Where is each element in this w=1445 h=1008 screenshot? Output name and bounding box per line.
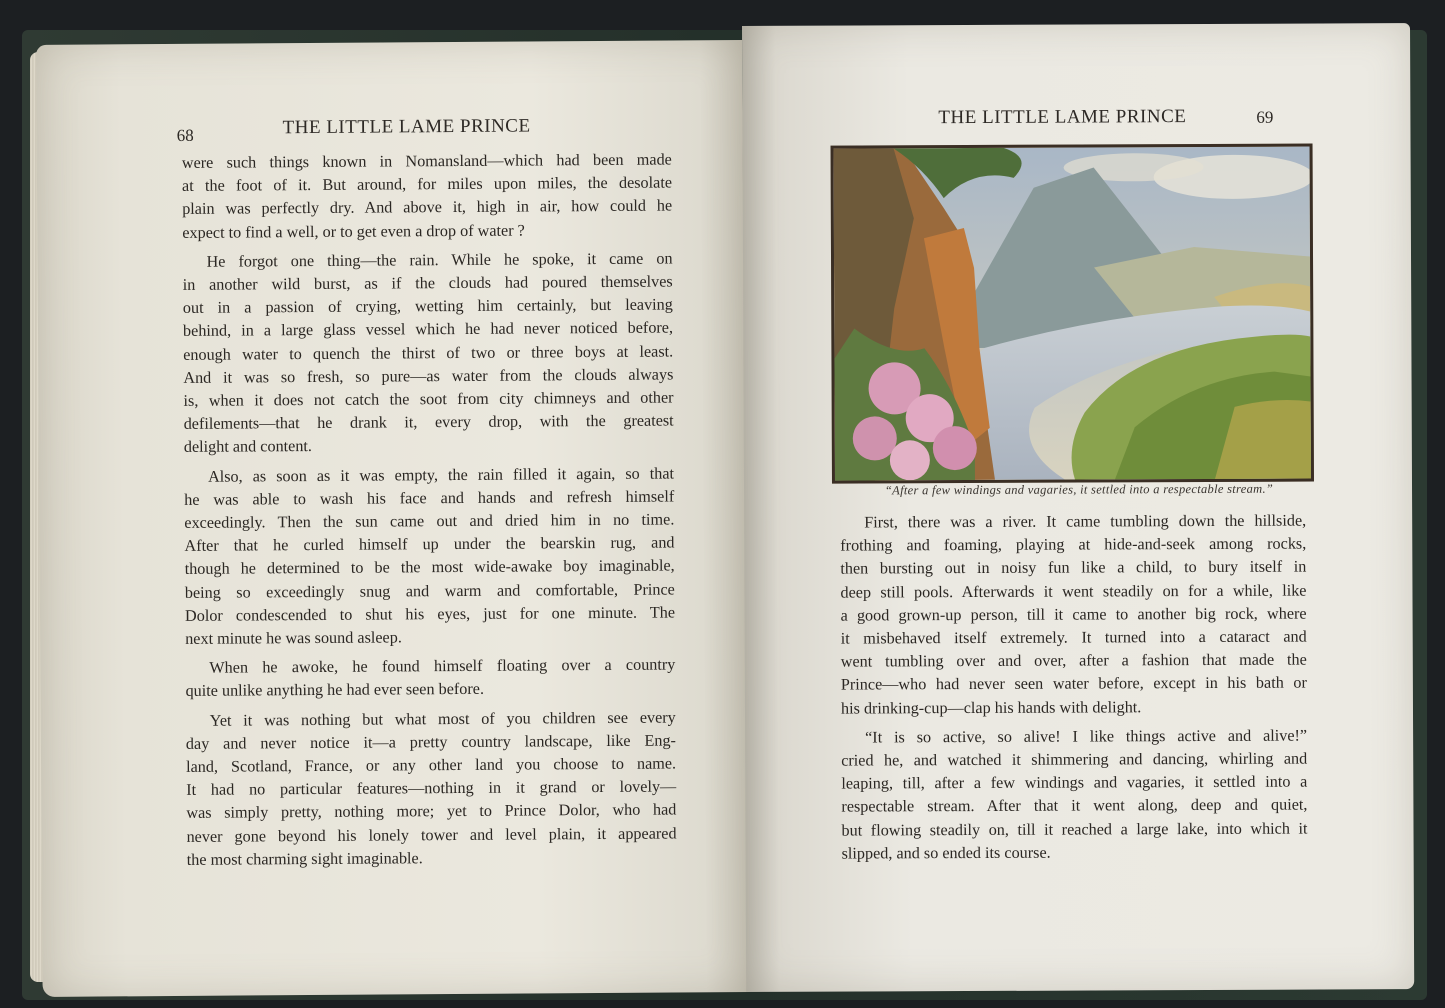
- text-line: a good grown-up person, till it came to another big rock, where: [840, 604, 1307, 625]
- text-line: cried he, and watched it shimmering and dancing, whirling and: [841, 749, 1308, 770]
- text-line: the most charming sight imaginable.: [186, 849, 423, 869]
- landscape-picture: [834, 147, 1311, 481]
- text-line: After that he curled himself up under the bearskin rug, and: [184, 533, 675, 556]
- paragraph: [841, 724, 1308, 865]
- text-line: but flowing steadily on, till it reached a large lake, into which it: [841, 819, 1308, 840]
- paragraph: [186, 706, 677, 872]
- running-head-left: THE LITTLE LAME PRINCE: [282, 115, 531, 139]
- text-line: quite unlike anything he had ever seen before.: [185, 680, 485, 701]
- left-page: [36, 40, 749, 997]
- text-line: next minute he was sound asleep.: [185, 628, 402, 648]
- text-line: though he determined to be the most wide-awake boy imaginable,: [184, 556, 675, 579]
- text-line: It had no particular features—nothing in it grand or lovely—: [186, 777, 677, 800]
- text-line: being so exceedingly snug and warm and comfortable, Prince: [184, 580, 675, 602]
- page-number-right: 69: [1256, 107, 1274, 127]
- text-line: defilements—that he drank it, every drop, with the greatest: [183, 411, 674, 434]
- text-line: in another wild burst, as if the clouds had poured themselves: [182, 272, 673, 294]
- text-line: it misbehaved itself extremely. It turned into a cataract and: [840, 627, 1307, 648]
- paragraph: [184, 462, 675, 651]
- paragraph: [182, 148, 673, 244]
- left-body-text: [182, 148, 677, 877]
- text-line: is, when it does not catch the soot from city chimneys and other: [183, 388, 674, 410]
- text-line: was simply pretty, nothing more; yet to Prince Dolor, who had: [186, 800, 677, 823]
- river-illustration: [831, 144, 1314, 484]
- text-line: Dolor condescended to shut his eyes, just for one minute. The: [184, 603, 676, 625]
- text-line: exceedingly. Then the sun came out and dried him in no time.: [184, 510, 675, 532]
- page-number-left: 68: [176, 125, 194, 145]
- text-line: deep still pools. Afterwards it went steadily on for a while, like: [840, 581, 1307, 602]
- paragraph: [840, 510, 1307, 721]
- text-line: out in a passion of crying, wetting him certainly, but leaving: [182, 295, 673, 318]
- text-line: day and never notice it—a pretty country landscape, like Eng-: [185, 731, 676, 753]
- text-line: his drinking-cup—clap his hands with delight.: [840, 697, 1142, 718]
- text-line: Yet it was nothing but what most of you children see every: [209, 708, 676, 730]
- text-line: were such things known in Nomansland—which had been made: [181, 150, 672, 172]
- text-line: behind, in a large glass vessel which he had never noticed before,: [182, 318, 674, 341]
- text-line: When he awoke, he found himself floating over a country: [209, 655, 676, 677]
- text-line: then bursting out in noisy fun like a child, to bury itself in: [840, 557, 1307, 578]
- text-line: Prince—who had never seen water before, except in his bath or: [840, 673, 1307, 694]
- text-line: went tumbling over and over, after a fashion that made the: [840, 650, 1307, 671]
- text-line: frothing and foaming, playing at hide-and-seek among rocks,: [840, 534, 1307, 555]
- text-line: respectable stream. After that it went along, deep and quiet,: [841, 795, 1308, 817]
- text-line: he was able to wash his face and hands and refresh himself: [184, 487, 675, 509]
- text-line: at the foot of it. But around, for miles upon miles, the desolate: [181, 173, 673, 196]
- text-line: expect to find a well, or to get even a drop of water ?: [182, 221, 525, 242]
- text-line: And it was so fresh, so pure—as water from the clouds always: [183, 365, 674, 387]
- right-body-text: [840, 510, 1308, 872]
- paragraph: [182, 247, 673, 459]
- text-line: slipped, and so ended its course.: [841, 843, 1051, 863]
- illustration-caption: “After a few windings and vagaries, it settled into a respectable stream.”: [884, 481, 1274, 498]
- paragraph: [185, 654, 675, 704]
- text-line: never gone beyond his lonely tower and level plain, it appeared: [186, 824, 677, 846]
- running-head-right: THE LITTLE LAME PRINCE: [938, 106, 1187, 129]
- right-page: [742, 23, 1414, 992]
- text-line: enough water to quench the thirst of two or three boys at least.: [183, 342, 674, 364]
- text-line: leaping, till, after a few windings and vagaries, it settled into a: [841, 772, 1308, 793]
- text-line: land, Scotland, France, or any other land you choose to name.: [185, 754, 677, 776]
- text-line: delight and content.: [183, 437, 313, 457]
- text-line: First, there was a river. It came tumbling down the hillside,: [864, 511, 1307, 532]
- text-line: He forgot one thing—the rain. While he spoke, it came on: [206, 249, 673, 271]
- text-line: plain was perfectly dry. And above it, high in air, how could he: [182, 196, 673, 219]
- text-line: “It is so active, so alive! I like things active and alive!”: [865, 726, 1308, 747]
- text-line: Also, as soon as it was empty, the rain filled it again, so that: [207, 464, 675, 486]
